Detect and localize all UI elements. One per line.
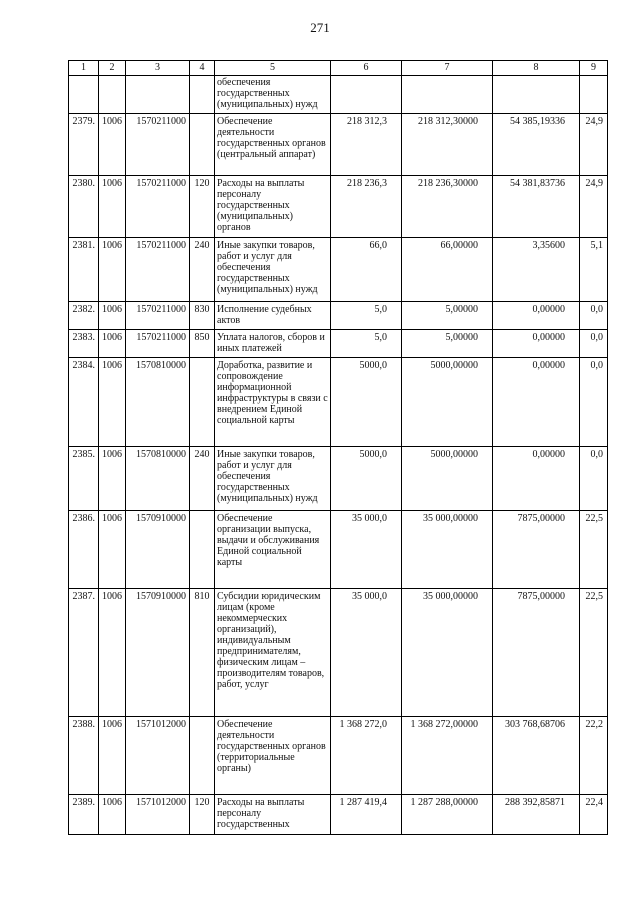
section-code: 1006 <box>99 329 126 357</box>
item-name: Уплата налогов, сборов и иных платежей <box>215 329 331 357</box>
target-article-code: 1570211000 <box>126 301 190 329</box>
execution-percent: 22,2 <box>580 716 608 794</box>
column-header: 3 <box>126 61 190 76</box>
execution-percent <box>580 75 608 113</box>
column-header: 7 <box>402 61 493 76</box>
executed-amount: 7875,00000 <box>493 510 580 588</box>
expense-type-code <box>190 75 215 113</box>
table-row <box>69 113 608 175</box>
item-name: Доработка, развитие и сопровождение информационной инфраструктуры в связи с внедрением Единой социальной карты <box>215 357 331 446</box>
expense-type-code: 240 <box>190 446 215 510</box>
row-number: 2385. <box>69 446 99 510</box>
executed-amount <box>493 75 580 113</box>
table-row <box>69 237 608 301</box>
table-row <box>69 357 608 446</box>
approved-amount: 1 287 288,00000 <box>402 794 493 834</box>
target-article-code: 1570211000 <box>126 113 190 175</box>
plan-amount: 1 287 419,4 <box>331 794 402 834</box>
item-name: Обеспечение деятельности государственных органов (центральный аппарат) <box>215 113 331 175</box>
row-number: 2387. <box>69 588 99 716</box>
table-row <box>69 510 608 588</box>
approved-amount <box>402 75 493 113</box>
executed-amount: 288 392,85871 <box>493 794 580 834</box>
plan-amount: 66,0 <box>331 237 402 301</box>
page-number: 271 <box>310 20 330 35</box>
executed-amount: 0,00000 <box>493 357 580 446</box>
approved-amount: 35 000,00000 <box>402 510 493 588</box>
target-article-code: 1570910000 <box>126 510 190 588</box>
executed-amount: 0,00000 <box>493 446 580 510</box>
expense-type-code <box>190 510 215 588</box>
execution-percent: 0,0 <box>580 446 608 510</box>
section-code: 1006 <box>99 237 126 301</box>
row-number: 2386. <box>69 510 99 588</box>
executed-amount: 54 385,19336 <box>493 113 580 175</box>
execution-percent: 24,9 <box>580 175 608 237</box>
section-code: 1006 <box>99 446 126 510</box>
target-article-code: 1570211000 <box>126 329 190 357</box>
executed-amount: 54 381,83736 <box>493 175 580 237</box>
section-code: 1006 <box>99 113 126 175</box>
plan-amount <box>331 75 402 113</box>
column-header: 9 <box>580 61 608 76</box>
approved-amount: 218 312,30000 <box>402 113 493 175</box>
section-code: 1006 <box>99 510 126 588</box>
approved-amount: 35 000,00000 <box>402 588 493 716</box>
expense-type-code <box>190 113 215 175</box>
plan-amount: 35 000,0 <box>331 510 402 588</box>
section-code: 1006 <box>99 301 126 329</box>
table-row <box>69 794 608 834</box>
row-number: 2384. <box>69 357 99 446</box>
item-name: Исполнение судебных актов <box>215 301 331 329</box>
row-number: 2389. <box>69 794 99 834</box>
execution-percent: 24,9 <box>580 113 608 175</box>
expense-type-code: 120 <box>190 175 215 237</box>
row-number: 2379. <box>69 113 99 175</box>
row-number: 2380. <box>69 175 99 237</box>
approved-amount: 66,00000 <box>402 237 493 301</box>
execution-percent: 22,5 <box>580 510 608 588</box>
table-row <box>69 301 608 329</box>
approved-amount: 5,00000 <box>402 301 493 329</box>
approved-amount: 5000,00000 <box>402 446 493 510</box>
plan-amount: 35 000,0 <box>331 588 402 716</box>
expense-type-code: 810 <box>190 588 215 716</box>
plan-amount: 5,0 <box>331 301 402 329</box>
executed-amount: 0,00000 <box>493 329 580 357</box>
item-name: Обеспечение деятельности государственных органов (территориальные органы) <box>215 716 331 794</box>
expense-type-code <box>190 716 215 794</box>
item-name: обеспечения государственных (муниципальных) нужд <box>215 75 331 113</box>
column-header: 5 <box>215 61 331 76</box>
row-number: 2383. <box>69 329 99 357</box>
plan-amount: 5000,0 <box>331 357 402 446</box>
row-number <box>69 75 99 113</box>
expense-type-code <box>190 357 215 446</box>
plan-amount: 5000,0 <box>331 446 402 510</box>
table-row <box>69 716 608 794</box>
table-body <box>69 75 608 834</box>
target-article-code: 1570810000 <box>126 357 190 446</box>
target-article-code: 1571012000 <box>126 716 190 794</box>
section-code: 1006 <box>99 357 126 446</box>
target-article-code: 1571012000 <box>126 794 190 834</box>
target-article-code: 1570211000 <box>126 237 190 301</box>
execution-percent: 0,0 <box>580 357 608 446</box>
expense-type-code: 240 <box>190 237 215 301</box>
section-code <box>99 75 126 113</box>
item-name: Расходы на выплаты персоналу государственных <box>215 794 331 834</box>
target-article-code <box>126 75 190 113</box>
table-row <box>69 588 608 716</box>
execution-percent: 5,1 <box>580 237 608 301</box>
approved-amount: 218 236,30000 <box>402 175 493 237</box>
table-row <box>69 75 608 113</box>
table-row <box>69 175 608 237</box>
row-number: 2381. <box>69 237 99 301</box>
item-name: Иные закупки товаров, работ и услуг для обеспечения государственных (муниципальных) нужд <box>215 237 331 301</box>
expense-type-code: 850 <box>190 329 215 357</box>
target-article-code: 1570910000 <box>126 588 190 716</box>
executed-amount: 3,35600 <box>493 237 580 301</box>
execution-percent: 0,0 <box>580 329 608 357</box>
item-name: Субсидии юридическим лицам (кроме некоммерческих организаций), индивидуальным предпринимателям, физическим лицам – производителям товаров, работ, услуг <box>215 588 331 716</box>
budget-table <box>68 60 608 835</box>
column-header: 2 <box>99 61 126 76</box>
executed-amount: 0,00000 <box>493 301 580 329</box>
execution-percent: 0,0 <box>580 301 608 329</box>
item-name: Иные закупки товаров, работ и услуг для обеспечения государственных (муниципальных) нужд <box>215 446 331 510</box>
approved-amount: 1 368 272,00000 <box>402 716 493 794</box>
section-code: 1006 <box>99 716 126 794</box>
expense-type-code: 120 <box>190 794 215 834</box>
table-row <box>69 329 608 357</box>
row-number: 2388. <box>69 716 99 794</box>
executed-amount: 7875,00000 <box>493 588 580 716</box>
execution-percent: 22,5 <box>580 588 608 716</box>
plan-amount: 218 236,3 <box>331 175 402 237</box>
approved-amount: 5000,00000 <box>402 357 493 446</box>
target-article-code: 1570810000 <box>126 446 190 510</box>
target-article-code: 1570211000 <box>126 175 190 237</box>
section-code: 1006 <box>99 794 126 834</box>
plan-amount: 1 368 272,0 <box>331 716 402 794</box>
execution-percent: 22,4 <box>580 794 608 834</box>
item-name: Расходы на выплаты персоналу государственных (муниципальных) органов <box>215 175 331 237</box>
column-header: 4 <box>190 61 215 76</box>
section-code: 1006 <box>99 175 126 237</box>
section-code: 1006 <box>99 588 126 716</box>
column-header: 6 <box>331 61 402 76</box>
table-row <box>69 446 608 510</box>
item-name: Обеспечение организации выпуска, выдачи и обслуживания Единой социальной карты <box>215 510 331 588</box>
column-header: 8 <box>493 61 580 76</box>
plan-amount: 218 312,3 <box>331 113 402 175</box>
column-header: 1 <box>69 61 99 76</box>
approved-amount: 5,00000 <box>402 329 493 357</box>
row-number: 2382. <box>69 301 99 329</box>
header-row <box>69 61 608 76</box>
plan-amount: 5,0 <box>331 329 402 357</box>
expense-type-code: 830 <box>190 301 215 329</box>
executed-amount: 303 768,68706 <box>493 716 580 794</box>
